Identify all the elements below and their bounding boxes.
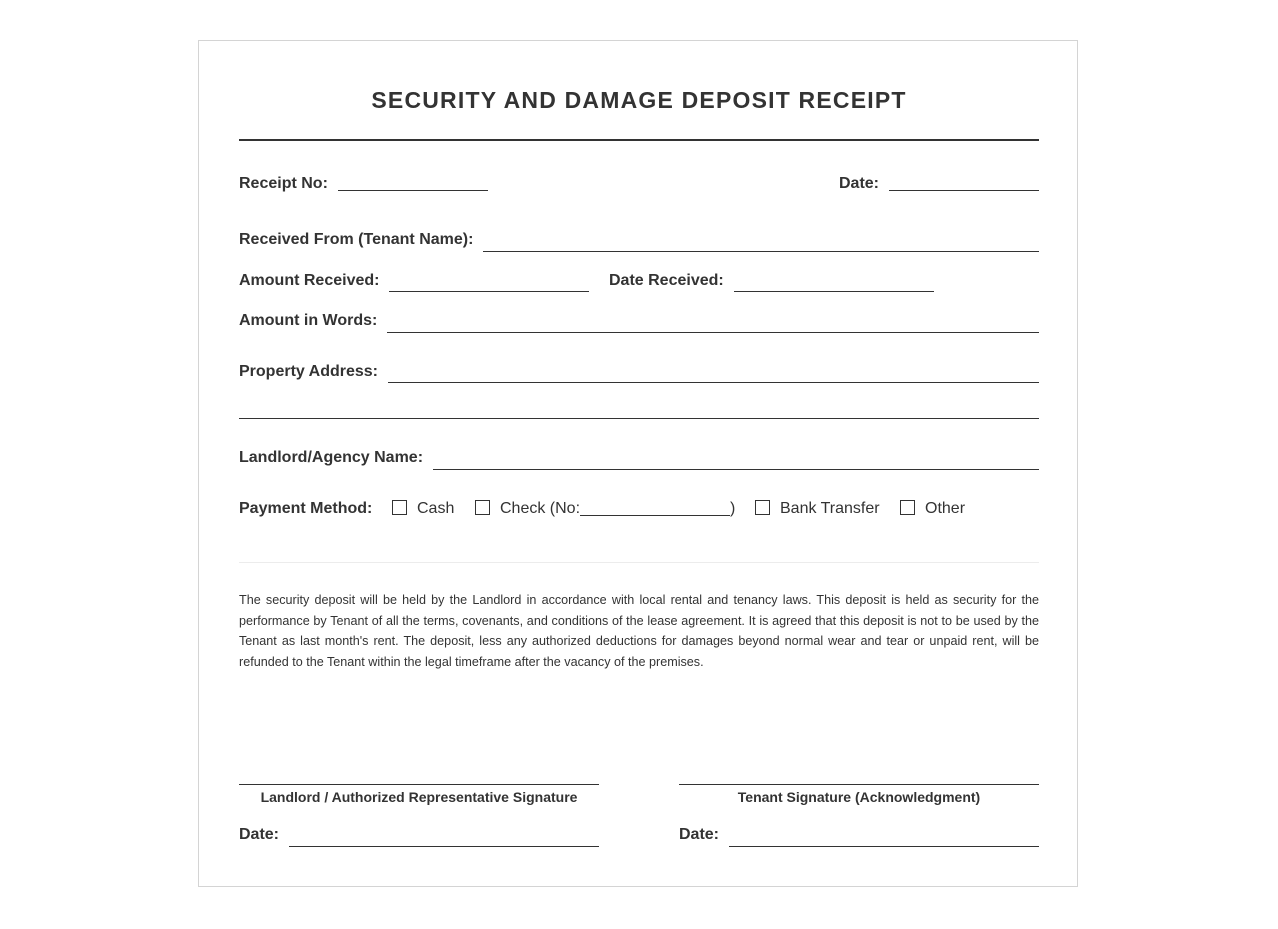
bank-transfer-checkbox[interactable] <box>755 500 770 515</box>
receipt-no-field[interactable] <box>338 190 488 191</box>
amount-in-words-label: Amount in Words: <box>239 312 378 329</box>
property-address-label: Property Address: <box>239 363 378 380</box>
document-title: SECURITY AND DAMAGE DEPOSIT RECEIPT <box>371 87 907 113</box>
amount-in-words-field[interactable] <box>387 332 1039 333</box>
terms-paragraph: The security deposit will be held by the Landlord in accordance with local rental and tenancy laws. This deposit is held as security for the performance by Tenant of all the terms, covenants, and conditions of the lease agreement. It is agreed that this deposit is not to be used by the Tenant as last month's rent. The deposit, less any authorized deductions for damages beyond normal wear and tear or unpaid rent, will be refunded to the Tenant within the legal timeframe after the vacancy of the premises. <box>239 593 1039 670</box>
date-received-field[interactable] <box>734 291 934 292</box>
property-address-field[interactable] <box>388 382 1039 383</box>
amount-received-field[interactable] <box>389 291 589 292</box>
cash-checkbox[interactable] <box>392 500 407 515</box>
date-field[interactable] <box>889 190 1039 191</box>
payment-method-label: Payment Method: <box>239 500 373 517</box>
landlord-signature-line[interactable] <box>239 784 599 785</box>
check-checkbox[interactable] <box>475 500 490 515</box>
other-checkbox[interactable] <box>900 500 915 515</box>
landlord-agency-field[interactable] <box>433 469 1039 470</box>
tenant-date-field[interactable] <box>729 846 1039 847</box>
tenant-signature-caption: Tenant Signature (Acknowledgment) <box>737 789 981 805</box>
bank-transfer-option-label: Bank Transfer <box>780 500 880 517</box>
other-option-label: Other <box>925 500 966 517</box>
tenant-signature-line[interactable] <box>679 784 1039 785</box>
check-number-field[interactable] <box>580 515 730 516</box>
received-from-label: Received From (Tenant Name): <box>239 231 474 248</box>
title-divider <box>239 139 1039 141</box>
property-address-line-2[interactable] <box>239 418 1039 419</box>
check-option-close: ) <box>730 500 736 517</box>
tenant-name-field[interactable] <box>483 251 1039 252</box>
receipt-no-label: Receipt No: <box>239 175 328 192</box>
tenant-date-label: Date: <box>679 826 720 843</box>
section-divider <box>239 562 1039 563</box>
date-received-label: Date Received: <box>609 272 724 289</box>
cash-option-label: Cash <box>417 500 455 517</box>
date-label: Date: <box>839 175 880 192</box>
landlord-agency-label: Landlord/Agency Name: <box>239 449 424 466</box>
landlord-date-label: Date: <box>239 826 280 843</box>
landlord-signature-caption: Landlord / Authorized Representative Signature <box>260 789 578 805</box>
landlord-date-field[interactable] <box>289 846 599 847</box>
amount-received-label: Amount Received: <box>239 272 380 289</box>
check-option-label: Check (No: <box>500 500 581 517</box>
